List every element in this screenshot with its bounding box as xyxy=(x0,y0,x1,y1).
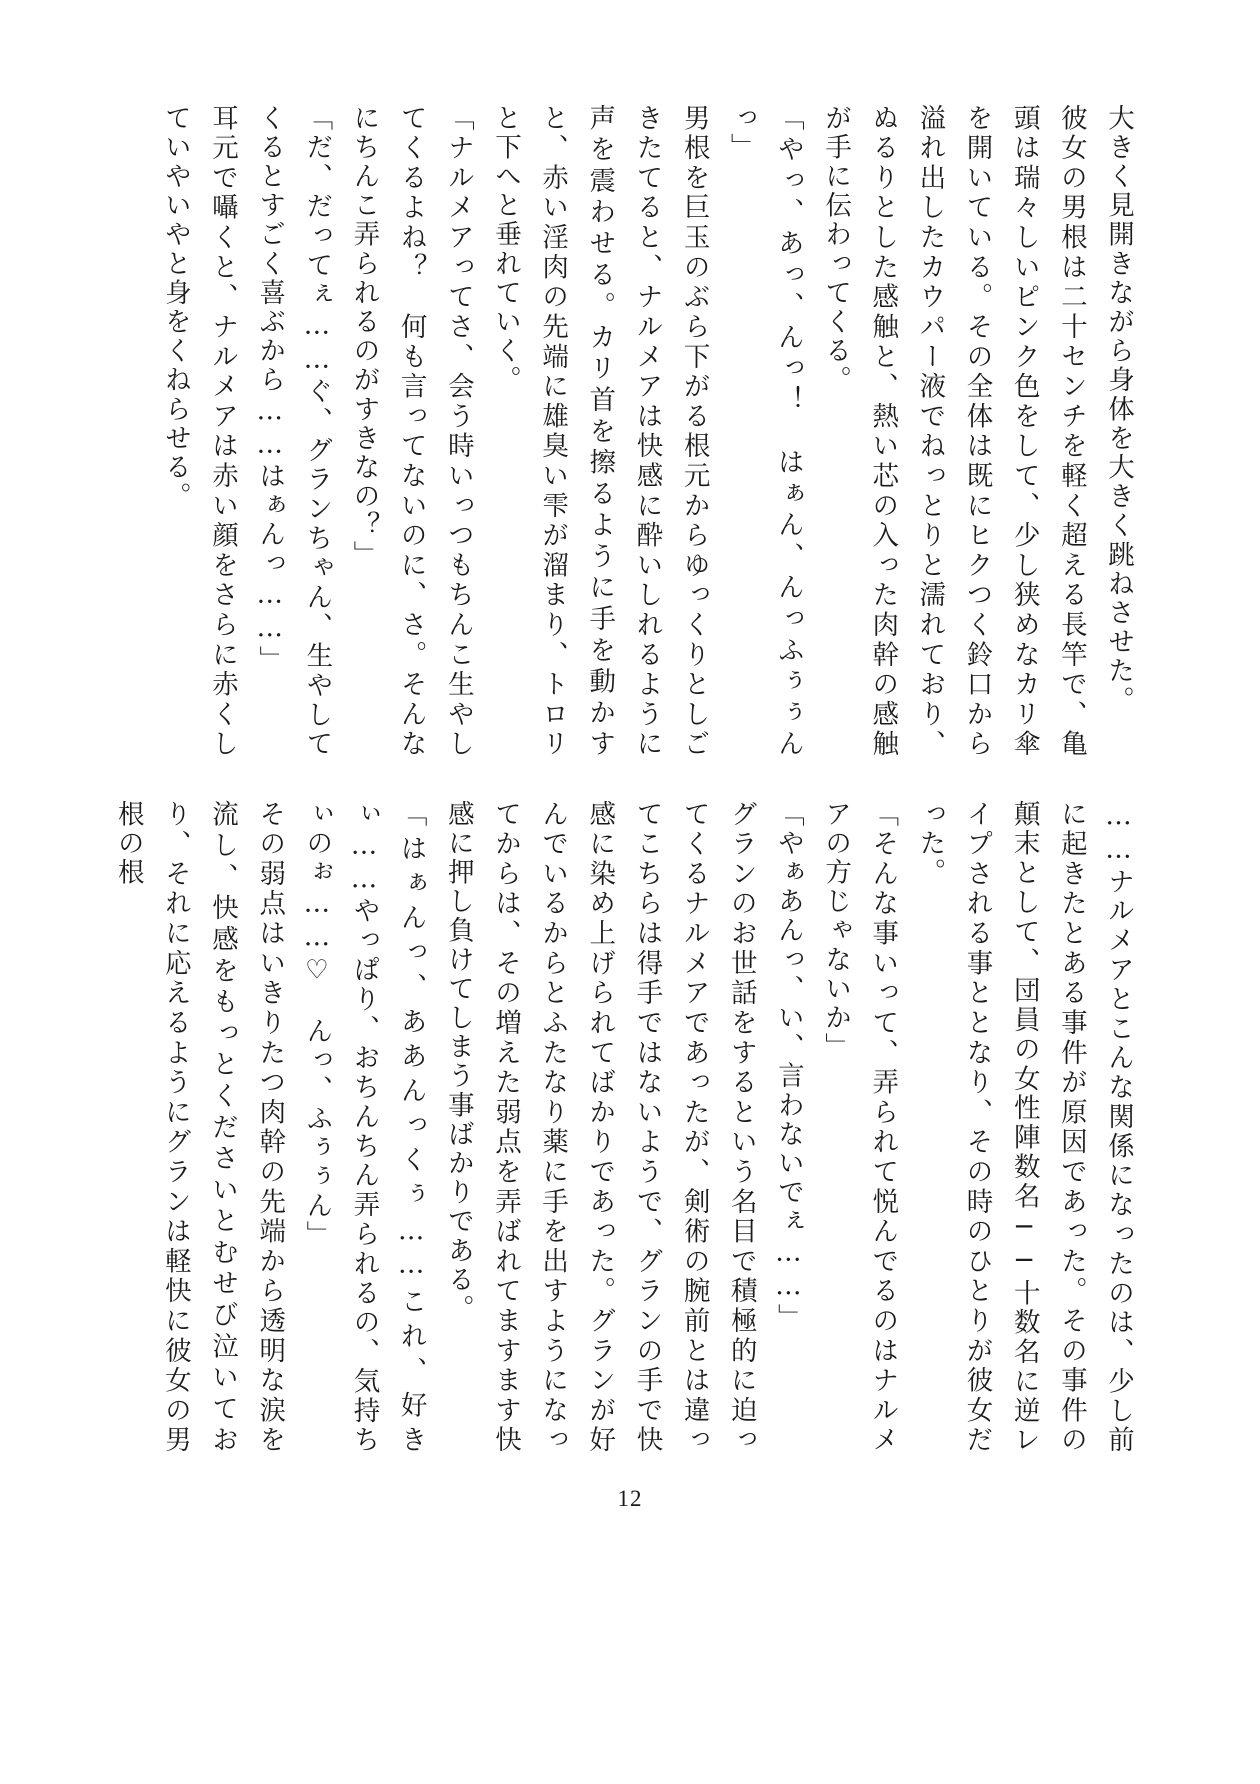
vertical-paragraph: 「はぁんっ、ああんっくぅ……これ、好きぃ……やっぱり、おちんちん弄られるの、気持ちぃのぉ……♡ んっ、ふぅぅん」 xyxy=(301,800,427,1455)
vertical-paragraph: グランのお世話をするという名目で積極的に迫ってくるナルメアであったが、剣術の腕前とは違ってこちらは得手ではないようで、グランの手で快感に染め上げられてばかりであった。グランが好んでいるからとふたなり薬に手を出すようになってからは、その増えた弱点を弄ばれてますます快感に押し負けてしまう事ばかりである。 xyxy=(442,800,757,1455)
vertical-paragraph: 「だ、だってぇ……ぐ、グランちゃん、生やしてくるとすごく喜ぶから……はぁんっ……」 xyxy=(254,104,333,759)
vertical-paragraph: 彼女の男根は二十センチを軽く超える長竿で、亀頭は瑞々しいピンク色をして、少し狭めなカリ傘を開いている。その全体は既にヒクつく鈴口から溢れ出したカウパー液でねっとりと濡れており、ぬるりとした感触と、熱い芯の入った肉幹の感触が手に伝わってくる。 xyxy=(820,104,1087,759)
vertical-paragraph: 「ナルメアってさ、会う時いっつもちんこ生やしてくるよね？ 何も言ってないのに、さ。そんなにちんこ弄られるのがすきなの？」 xyxy=(348,104,474,759)
text-block-upper xyxy=(132,104,1142,759)
vertical-paragraph: 「そんな事いって、弄られて悦んでるのはナルメアの方じゃないか」 xyxy=(820,800,899,1455)
vertical-paragraph: その弱点はいきりたつ肉幹の先端から透明な涙を流し、快感をもっとくださいとむせび泣いており、それに応えるようにグランは軽快に彼女の男根の根 xyxy=(112,800,286,1455)
vertical-paragraph: 男根を巨玉のぶら下がる根元からゆっくりとしごきたてると、ナルメアは快感に酔いしれるように声を震わせる。カリ首を擦るように手を動かすと、赤い淫肉の先端に雄臭い雫が溜まり、トロリと下へと垂れていく。 xyxy=(489,104,710,759)
page-number: 12 xyxy=(617,1486,643,1511)
vertical-paragraph: 「やっ、あっ、んっ！ はぁん、んっふぅぅんっ」 xyxy=(725,104,804,759)
vertical-paragraph: 「やぁあんっ、い、言わないでぇ……」 xyxy=(772,800,804,1333)
vertical-paragraph: 大きく見開きながら身体を大きく跳ねさせた。 xyxy=(1103,104,1134,716)
vertical-paragraph: ……ナルメアとこんな関係になったのは、少し前に起きたとある事件が原因であった。その事件の顛末として、団員の女性陣数名──十数名に逆レイプされる事ととなり、その時のひとりが彼女だった。 xyxy=(914,800,1134,1455)
vertical-paragraph: 耳元で囁くと、ナルメアは赤い顔をさらに赤くしていやいやと身をくねらせる。 xyxy=(159,104,239,759)
text-block-lower xyxy=(112,800,1142,1455)
